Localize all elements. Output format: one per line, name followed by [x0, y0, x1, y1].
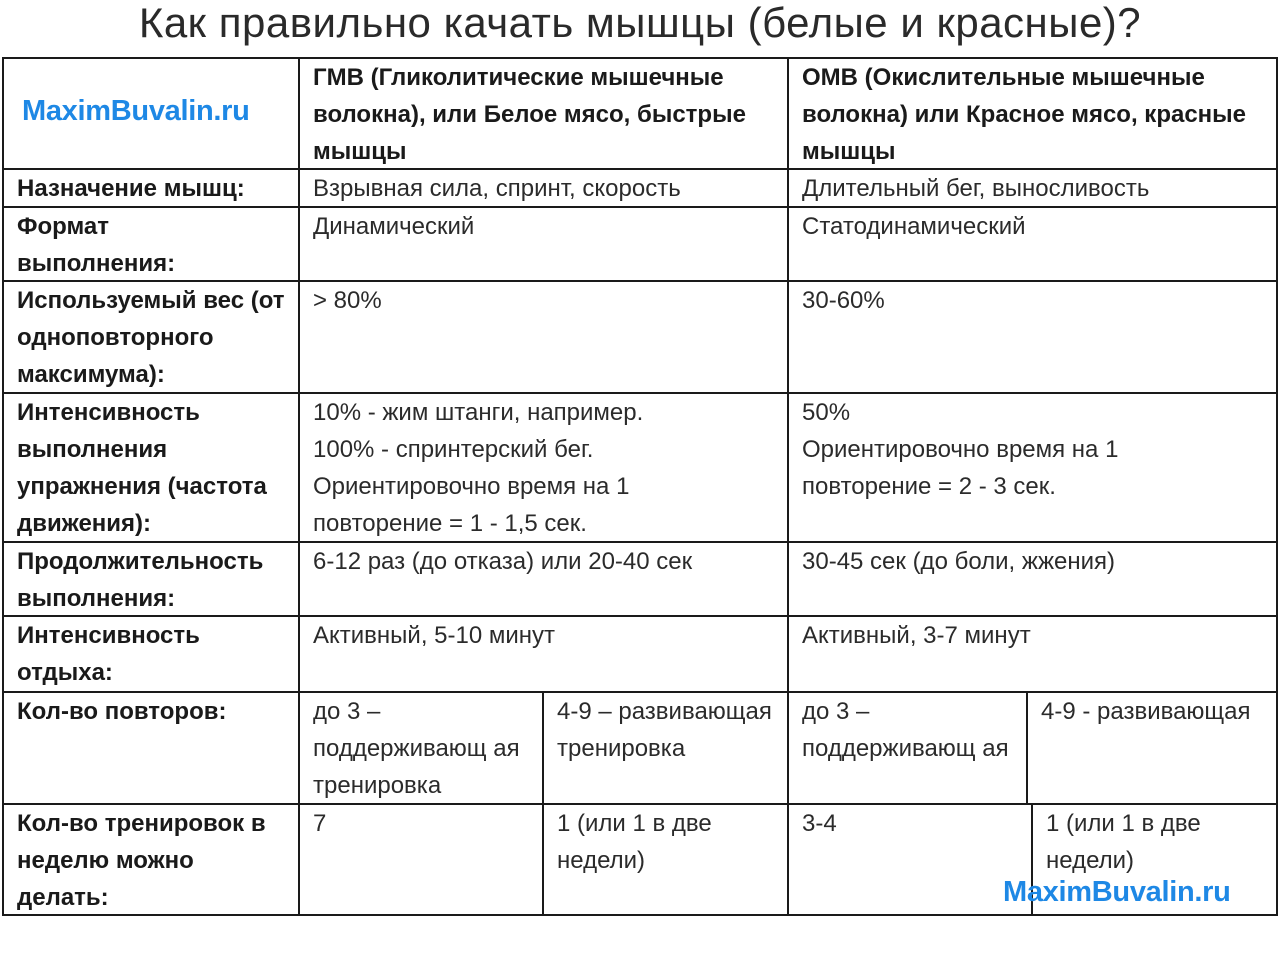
- header-omv: ОМВ (Окислительные мышечные волокна) или Красное мясо, красные мышцы: [802, 64, 1247, 165]
- cell-omv-rest: Активный, 3-7 минут: [802, 622, 1031, 649]
- brand-logo-top: MaximBuvalin.ru: [22, 95, 250, 127]
- cell-omv-format: Статодинамический: [802, 213, 1026, 240]
- row-label-intensity: Интенсивность выполнения упражнения (частота движения):: [17, 399, 267, 537]
- cell-omv-workouts-b: 1 (или 1 в две недели): [1046, 810, 1201, 874]
- row-label-duration: Продолжительность выполнения:: [17, 548, 264, 612]
- table-border-right: [1276, 57, 1278, 916]
- row-label-weight: Используемый вес (от одноповторного максимума):: [17, 287, 285, 388]
- cell-omv-intensity: [789, 394, 1276, 541]
- cell-gmv-rest: Активный, 5-10 минут: [313, 622, 556, 649]
- page-title: Как правильно качать мышцы (белые и красные)?: [138, 0, 1142, 46]
- cell-gmv-intensity-line: 100% - спринтерский бег.: [313, 436, 594, 463]
- cell-gmv-intensity: [300, 394, 787, 541]
- cell-omv-sets-develop: 4-9 - развивающая: [1041, 698, 1251, 725]
- cell-omv-intensity-line: 50%: [802, 399, 851, 426]
- cell-omv-workouts-a: 3-4: [802, 810, 837, 837]
- cell-gmv-intensity-line: 10% - жим штанги, например.: [313, 399, 644, 426]
- cell-gmv-sets-maintain: до 3 – поддерживающ ая тренировка: [313, 698, 520, 799]
- cell-omv-duration: 30-45 сек (до боли, жжения): [802, 548, 1115, 575]
- row-label-purpose: Назначение мышц:: [17, 175, 245, 202]
- cell-gmv-format: Динамический: [313, 213, 475, 240]
- row-label-workouts: Кол-во тренировок в неделю можно делать:: [17, 810, 266, 911]
- row-label-sets: Кол-во повторов:: [17, 698, 227, 725]
- cell-gmv-purpose: Взрывная сила, спринт, скорость: [313, 175, 681, 202]
- cell-gmv-duration: 6-12 раз (до отказа) или 20-40 сек: [313, 548, 693, 575]
- cell-omv-purpose: Длительный бег, выносливость: [802, 175, 1150, 202]
- cell-omv-intensity-line: Ориентировочно время на 1 повторение = 2 - 3 сек.: [802, 436, 1119, 500]
- cell-gmv-intensity-line: Ориентировочно время на 1 повторение = 1 - 1,5 сек.: [313, 473, 630, 537]
- table-border-bottom: [2, 914, 1278, 916]
- cell-omv-weight: 30-60%: [802, 287, 885, 314]
- brand-logo-bottom: MaximBuvalin.ru: [1003, 876, 1231, 908]
- cell-gmv-weight: > 80%: [313, 287, 382, 314]
- cell-omv-sets-maintain: до 3 – поддерживающ ая: [802, 698, 1009, 762]
- row-label-format: Формат выполнения:: [17, 213, 176, 277]
- header-gmv: ГМВ (Гликолитические мышечные волокна), или Белое мясо, быстрые мышцы: [313, 64, 746, 165]
- cell-gmv-workouts-b: 1 (или 1 в две недели): [557, 810, 712, 874]
- row-label-rest: Интенсивность отдыха:: [17, 622, 200, 686]
- cell-gmv-workouts-a: 7: [313, 810, 327, 837]
- cell-gmv-sets-develop: 4-9 – развивающая тренировка: [557, 698, 772, 762]
